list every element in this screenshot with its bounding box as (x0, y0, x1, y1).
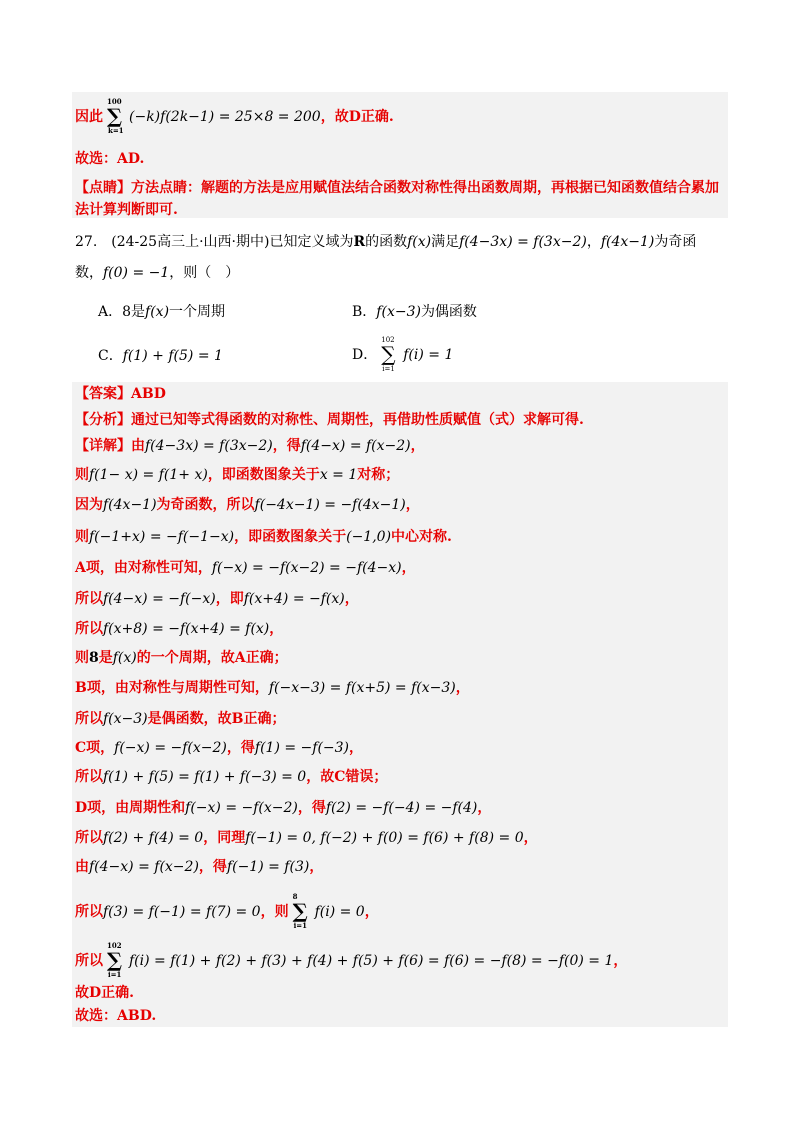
prev-tip-line-cont: 法计算判断即可. (75, 202, 178, 218)
detail-line-4: 则f(−1+x) = −f(−1−x)，即函数图象关于(−1,0)中心对称. (75, 529, 452, 545)
option-b[interactable]: B．f(x−3)为偶函数 (352, 304, 477, 320)
detail-line-2: 则f(1− x) = f(1+ x)，即函数图象关于x = 1对称； (75, 467, 400, 483)
detail-line-14: 所以f(2) + f(4) = 0，同理f(−1) = 0, f(−2) + f(0) = f(6) + f(8) = 0， (75, 830, 538, 846)
detail-line-3: 因为f(4x−1)为奇函数，所以f(−4x−1) = −f(4x−1)， (75, 497, 420, 513)
detail-line-7: 所以f(x+8) = −f(x+4) = f(x)， (75, 621, 284, 637)
detail-line-8: 则8是f(x)的一个周期，故A正确； (75, 650, 288, 666)
detail-line-18: 故D正确. (75, 985, 135, 1001)
detail-line-5: A项，由对称性可知，f(−x) = −f(x−2) = −f(4−x)， (75, 560, 416, 576)
option-d[interactable]: D． 102 ∑ i=1 f(i) = 1 (352, 336, 454, 373)
answer-line: 【答案】ABD (75, 386, 166, 402)
detail-line-19: 故选：ABD. (75, 1008, 157, 1024)
question-stem-line1: 27. (24-25高三上·山西·期中)已知定义域为R的函数f(x)满足f(4−3x) = f(3x−2)，f(4x−1)为奇函 (75, 234, 697, 250)
prev-tip-line: 【点睛】方法点睛：解题的方法是应用赋值法结合函数对称性得出函数周期，再根据已知函数值结合累加 (75, 180, 719, 196)
detail-line-17: 所以 102 ∑ i=1 f(i) = f(1) + f(2) + f(3) + f(4) + f(5) + f(6) = f(6) = −f(8) = −f(0) = 1， (75, 941, 628, 979)
detail-line-13: D项，由周期性和f(−x) = −f(x−2)，得f(2) = −f(−4) = −f(4)， (75, 800, 492, 816)
detail-line-11: C项，f(−x) = −f(x−2)，得f(1) = −f(−3)， (75, 740, 364, 756)
detail-line-10: 所以f(x−3)是偶函数，故B正确； (75, 711, 286, 727)
detail-line-9: B项，由对称性与周期性可知，f(−x−3) = f(x+5) = f(x−3)， (75, 680, 470, 696)
detail-line-12: 所以f(1) + f(5) = f(1) + f(−3) = 0，故C错误； (75, 769, 388, 785)
prev-choice-line: 故选：AD. (75, 151, 145, 167)
detail-line-6: 所以f(4−x) = −f(−x)，即f(x+4) = −f(x)， (75, 591, 359, 607)
option-c[interactable]: C．f(1) + f(5) = 1 (98, 348, 223, 364)
prev-conclusion-line: 因此 100 ∑ k=1 (−k)f(2k−1) = 25×8 = 200，故D正确. (75, 97, 394, 135)
sum-symbol: 8 ∑ i=1 (292, 892, 308, 930)
detail-line-1: 【详解】由f(4−3x) = f(3x−2)，得f(4−x) = f(x−2)， (75, 438, 425, 454)
detail-line-16: 所以f(3) = f(−1) = f(7) = 0，则 8 ∑ i=1 f(i) = 0， (75, 892, 379, 930)
detail-line-15: 由f(4−x) = f(x−2)，得f(−1) = f(3)， (75, 859, 324, 875)
question-stem-line2: 数，f(0) = −1，则（ ） (75, 265, 240, 281)
sum-symbol: 102 ∑ i=1 (107, 941, 123, 979)
sum-symbol: 100 ∑ k=1 (107, 97, 124, 135)
analysis-line: 【分析】通过已知等式得函数的对称性、周期性，再借助性质赋值（式）求解可得. (75, 412, 584, 428)
sum-symbol: 102 ∑ i=1 (381, 336, 396, 373)
option-a[interactable]: A．8是f(x)一个周期 (98, 304, 226, 320)
